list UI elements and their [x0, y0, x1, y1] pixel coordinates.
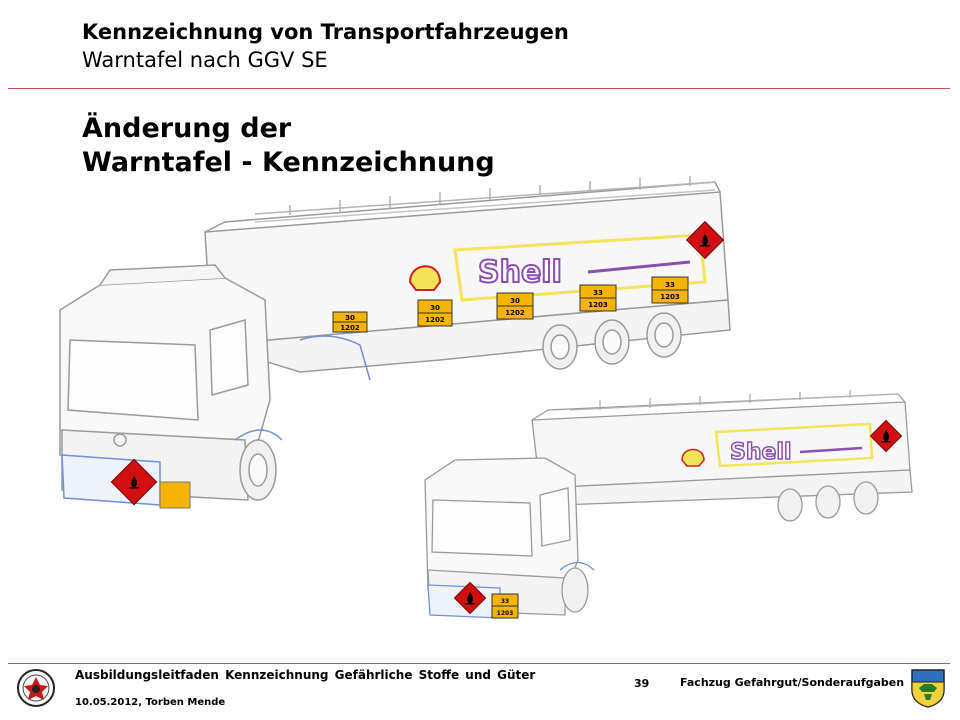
fire-brigade-emblem-icon [16, 668, 56, 708]
plate-hazard-number: 33 [665, 281, 675, 289]
plate-un-number: 1202 [340, 324, 360, 332]
plate-un-number: 1203 [496, 610, 514, 617]
plate-hazard-number: 33 [593, 289, 603, 297]
coat-of-arms-icon [910, 668, 946, 708]
footer-document-title: Ausbildungsleitfaden Kennzeichnung Gefährliche Stoffe und Güter [75, 668, 536, 682]
plate-hazard-number: 33 [500, 598, 510, 605]
slide-title-line2: Warntafel - Kennzeichnung [82, 147, 495, 178]
warning-plate [492, 594, 518, 618]
plate-hazard-number: 30 [430, 304, 440, 312]
shell-brand-text-small: Shell [730, 440, 792, 465]
plate-hazard-number: 30 [345, 314, 355, 322]
footer-date-author: 10.05.2012, Torben Mende [75, 697, 226, 708]
warning-plate [333, 312, 367, 332]
plate-hazard-number: 30 [510, 297, 520, 305]
header-subtitle: Warntafel nach GGV SE [82, 48, 328, 72]
small-tanker-truck [425, 390, 912, 618]
footer-divider [8, 663, 950, 664]
warning-plate [418, 300, 452, 326]
slide-title-line1: Änderung der [82, 113, 292, 144]
shell-brand-text-large: Shell [478, 255, 562, 290]
plate-un-number: 1202 [425, 316, 445, 324]
plate-un-number: 1203 [588, 301, 608, 309]
warning-plate [580, 285, 616, 311]
header-title: Kennzeichnung von Transportfahrzeugen [82, 20, 569, 44]
warning-plate [497, 293, 533, 319]
warning-plate [652, 277, 688, 303]
blank-warning-plate [160, 482, 190, 508]
footer-unit-name: Fachzug Gefahrgut/Sonderaufgaben [680, 676, 905, 689]
page-number: 39 [634, 677, 650, 690]
plate-un-number: 1203 [660, 293, 680, 301]
plate-un-number: 1202 [505, 309, 525, 317]
